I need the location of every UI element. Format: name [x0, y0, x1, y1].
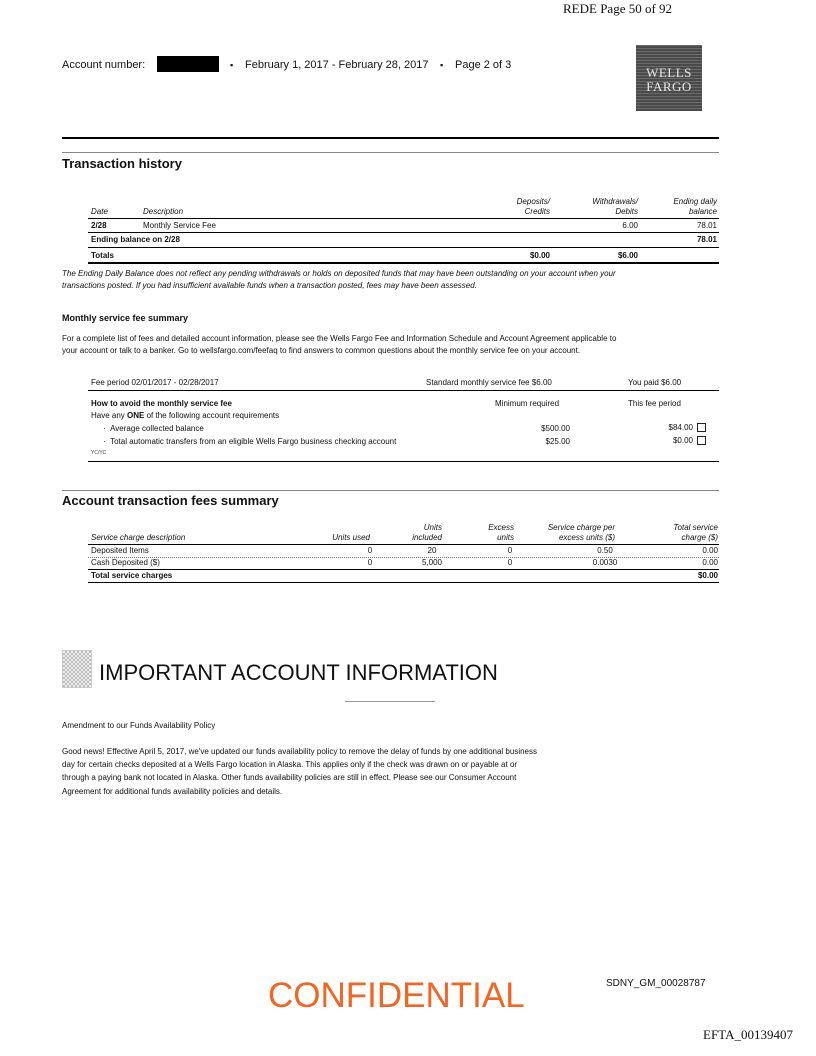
- col-charge-per-line2: excess units ($): [558, 533, 615, 542]
- col-date: Date: [91, 207, 108, 216]
- efta-number: EFTA_00139407: [703, 1027, 793, 1042]
- section-divider: [62, 152, 719, 153]
- col-total-line1: Total service: [673, 523, 718, 532]
- col-excess-line1: Excess: [488, 523, 514, 532]
- how-to-avoid: How to avoid the monthly service fee: [91, 399, 232, 408]
- fee-code: YC/YC: [91, 450, 107, 456]
- account-fees-title: Account transaction fees summary: [62, 493, 279, 508]
- requirement-actual-value: $0.00: [672, 436, 693, 445]
- requirement-actual: [630, 423, 706, 432]
- bates-number: SDNY_GM_00028787: [606, 978, 706, 989]
- account-number-redaction: [157, 56, 219, 72]
- requirement-actual: [630, 436, 706, 445]
- col-units-included-line1: Units: [423, 523, 442, 532]
- wells-fargo-logo: [636, 45, 702, 111]
- col-ending-line2: balance: [688, 207, 717, 216]
- table-row-date: 2/28: [91, 221, 107, 230]
- col-units-included: [400, 523, 442, 543]
- confidential-stamp: CONFIDENTIAL: [268, 976, 525, 1015]
- table-row-excess: 0: [507, 558, 513, 567]
- section-divider: [62, 137, 719, 139]
- important-body-line: Agreement for additional funds availability policies and details.: [62, 786, 283, 796]
- col-ending-balance: [645, 197, 717, 217]
- bullet-icon: ▪: [230, 60, 234, 70]
- ending-balance-value: 78.01: [696, 235, 717, 244]
- table-row-total: 0.00: [702, 546, 718, 555]
- page-reference: REDE Page 50 of 92: [563, 1, 673, 16]
- info-checker-icon: [62, 650, 92, 688]
- statement-period: February 1, 2017 - February 28, 2017: [245, 59, 429, 71]
- col-service-description: Service charge description: [91, 533, 186, 542]
- col-withdrawals: [555, 197, 638, 217]
- col-ending-line1: Ending daily: [673, 197, 717, 206]
- requirement-label: Average collected balance: [110, 424, 204, 433]
- col-units-included-line2: included: [412, 533, 442, 542]
- requirement-actual-value: $84.00: [668, 423, 693, 432]
- requirement-minimum: $500.00: [541, 424, 570, 433]
- col-total-line2: charge ($): [681, 533, 718, 542]
- table-row-units-included: 5,000: [421, 558, 443, 567]
- requirement-row: · Total automatic transfers from an eligible Wells Fargo business checking account: [103, 437, 397, 446]
- row-rule: [88, 247, 719, 248]
- table-row-debits: 6.00: [622, 221, 638, 230]
- important-divider: [345, 701, 435, 702]
- total-service-charges-label: Total service charges: [91, 571, 173, 580]
- requirement-label: Total automatic transfers from an eligible Wells Fargo business checking account: [110, 437, 397, 446]
- col-excess-line2: units: [497, 533, 514, 542]
- table-row-description: Monthly Service Fee: [143, 221, 216, 230]
- page-indicator: Page 2 of 3: [455, 59, 512, 71]
- table-row-charge-per: 0.0030: [592, 558, 618, 567]
- important-body: [62, 745, 662, 798]
- table-row-description: Deposited Items: [91, 546, 149, 555]
- col-total-charge: [640, 523, 718, 543]
- monthly-fee-title: Monthly service fee summary: [62, 313, 189, 323]
- this-fee-period-header: This fee period: [628, 399, 681, 408]
- important-subtitle: Amendment to our Funds Availability Policy: [62, 721, 216, 730]
- checkbox[interactable]: [697, 436, 706, 445]
- totals-debits: $6.00: [617, 251, 638, 260]
- have-any-requirements: [91, 411, 279, 420]
- col-withdrawals-line1: Withdrawals/: [592, 197, 638, 206]
- bullet-icon: ▪: [440, 60, 444, 70]
- fee-period: Fee period 02/01/2017 - 02/28/2017: [91, 378, 219, 387]
- have-any-prefix: Have any: [91, 411, 128, 420]
- col-description: Description: [143, 207, 184, 216]
- logo-line1: WELLS: [646, 65, 692, 80]
- col-excess: [470, 523, 514, 543]
- col-units-used: Units used: [332, 533, 370, 542]
- table-row-charge-per: 0.50: [597, 546, 613, 555]
- checkbox[interactable]: [697, 423, 706, 432]
- minimum-required-header: Minimum required: [495, 399, 560, 408]
- have-any-suffix: of the following account requirements: [144, 411, 280, 420]
- important-body-line: Good news! Effective April 5, 2017, we've updated our funds availability policy to remove the delay of funds by one additional business: [62, 747, 538, 756]
- table-row-units-used: 0: [367, 546, 373, 555]
- totals-rule: [88, 582, 719, 583]
- table-row-excess: 0: [507, 546, 513, 555]
- section-divider: [62, 490, 719, 491]
- row-rule: [88, 569, 719, 570]
- fee-period-rule: [88, 390, 719, 391]
- requirement-row: · Average collected balance: [103, 424, 204, 433]
- have-any-bold: ONE: [127, 411, 145, 420]
- totals-rule: [88, 262, 719, 264]
- fee-summary-rule: [88, 461, 719, 462]
- monthly-fee-description: [62, 333, 732, 357]
- you-paid: You paid $6.00: [628, 378, 682, 387]
- balance-note-line2: transactions posted. If you had insufficient available funds when a transaction posted, fees may have been assessed.: [62, 281, 477, 290]
- important-title: IMPORTANT ACCOUNT INFORMATION: [99, 660, 498, 685]
- table-row-units-used: 0: [367, 558, 373, 567]
- col-charge-per: [530, 523, 615, 543]
- balance-note-line1: The Ending Daily Balance does not reflect any pending withdrawals or holds on deposited funds that may have been outstanding on your account when your: [62, 269, 616, 278]
- col-charge-per-line1: Service charge per: [547, 523, 615, 532]
- total-service-charges-value: $0.00: [697, 571, 718, 580]
- table-row-balance: 78.01: [696, 221, 717, 230]
- requirement-minimum: $25.00: [545, 437, 570, 446]
- row-rule: [88, 232, 719, 233]
- col-withdrawals-line2: Debits: [615, 207, 638, 216]
- totals-label: Totals: [91, 251, 114, 260]
- table-row-units-included: 20: [427, 546, 437, 555]
- transaction-history-title: Transaction history: [62, 156, 182, 171]
- table-row-total: 0.00: [702, 558, 718, 567]
- col-deposits-line1: Deposits/: [516, 197, 550, 206]
- standard-fee: Standard monthly service fee $6.00: [426, 378, 552, 387]
- table-row-description: Cash Deposited ($): [91, 558, 160, 567]
- monthly-fee-desc-line1: For a complete list of fees and detailed account information, please see the Wells Fargo Fee and Information Schedule and Account Agreement applicable to: [62, 334, 617, 343]
- col-deposits-line2: Credits: [524, 207, 550, 216]
- table-header-rule: [88, 218, 719, 219]
- ending-balance-label: Ending balance on 2/28: [91, 235, 180, 244]
- totals-credits: $0.00: [529, 251, 550, 260]
- logo-line2: FARGO: [646, 79, 692, 94]
- table-header-rule: [88, 544, 719, 545]
- account-number-label: Account number:: [62, 59, 146, 71]
- col-deposits: [480, 197, 550, 217]
- monthly-fee-desc-line2: your account or talk to a banker. Go to wellsfargo.com/feefaq to find answers to common questions about the monthly service fee on your account.: [62, 346, 581, 355]
- important-body-line: through a paying bank not located in Alaska. Other funds availability policies are still in effect. Please see our Consumer Account: [62, 773, 517, 783]
- balance-note: [62, 268, 722, 292]
- important-body-line: day for certain checks deposited at a Wells Fargo location in Alaska. This applies only if the check was drawn on or payable at or: [62, 760, 518, 770]
